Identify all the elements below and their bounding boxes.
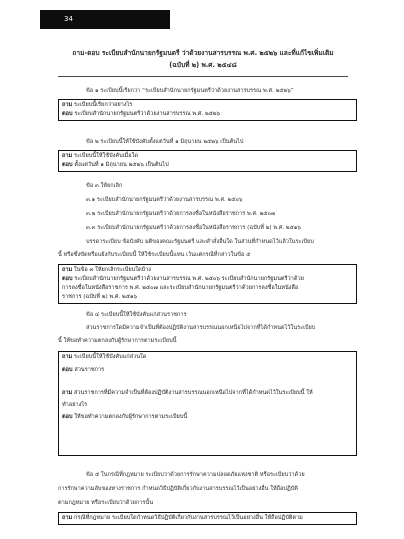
clause-5-line-1: ข้อ ๕ ในกรณีที่กฎหมาย ระเบียบว่าด้วยการรักษาความปลอดภัยแห่งชาติ หรือระเบียบว่าด้วย <box>86 472 305 478</box>
qa-box-5 <box>58 512 357 525</box>
qa-box-3 <box>58 264 357 304</box>
question-text: ระเบียบนี้ให้ใช้บังคับแก่ส่วนใด <box>72 354 147 360</box>
clause-4-text: ข้อ ๔ ระเบียบนี้ให้ใช้บังคับแก่ส่วนราชการ <box>86 312 187 318</box>
question-text: กรณีที่กฎหมาย ระเบียบใดกำหนดวิธีปฏิบัติเกี่ยวกับงานสารบรรณไว้เป็นอย่างอื่น ให้ถือปฏิบัติตาม <box>72 515 303 521</box>
answer-label: ตอบ <box>62 414 73 420</box>
page-number-banner <box>40 10 170 29</box>
answer-label: ตอบ <box>62 276 73 282</box>
answer-line <box>62 110 353 119</box>
title-line-1: ถาม-ตอบ ระเบียบสำนักนายกรัฐมนตรี ว่าด้วยงานสารบรรณ พ.ศ. ๒๕๒๖ และที่แก้ไขเพิ่มเติม <box>72 49 334 57</box>
clause-1-text: ข้อ ๑ ระเบียบนี้เรียกว่า “ระเบียบสำนักนายกรัฐมนตรีว่าด้วยงานสารบรรณ พ.ศ. ๒๕๒๖” <box>86 88 294 94</box>
title-line-2: (ฉบับที่ ๒) พ.ศ. ๒๕๔๘ <box>169 61 237 69</box>
qa-box-2 <box>58 150 357 172</box>
answer-label: ตอบ <box>62 162 73 168</box>
question-text: ในข้อ ๓ ให้ยกเลิกระเบียบใดบ้าง <box>72 267 152 273</box>
answer-text: ส่วนราชการ <box>72 367 105 373</box>
answer-line: การลงชื่อในหนังสือราชการ พ.ศ. ๒๕๐๗ และระเบียบสำนักนายกรัฐมนตรีว่าด้วยการลงชื่อในหนังสือ <box>62 285 299 291</box>
page-number: 34 <box>64 15 73 23</box>
title-divider <box>58 76 348 77</box>
answer-line: ราชการ (ฉบับที่ ๒) พ.ศ. ๒๕๑๖ <box>62 294 138 300</box>
clause-3-2-text: ๓.๒ ระเบียบสำนักนายกรัฐมนตรีว่าด้วยการลงชื่อในหนังสือราชการ พ.ศ. ๒๕๐๗ <box>86 211 276 217</box>
question-line: ทำอย่างไร <box>62 402 88 408</box>
answer-label: ตอบ <box>62 367 73 373</box>
question-label: ถาม <box>62 153 73 159</box>
question-line <box>62 266 353 275</box>
question-label: ถาม <box>62 267 73 273</box>
clause-4-para-line-2: นี้ ให้ขอทำความตกลงกับผู้รักษาการตามระเบียบนี้ <box>58 338 177 344</box>
question-text: ส่วนราชการที่มีความจำเป็นที่ต้องปฏิบัติงานสารบรรณนอกเหนือไปจากที่ได้กำหนดไว้ในระเบียบนี้ ให้ <box>72 390 313 396</box>
qa-box-4 <box>58 351 357 456</box>
question-line <box>62 353 353 362</box>
question-text: ระเบียบนี้ให้ใช้บังคับเมื่อใด <box>72 153 138 159</box>
answer-text: ระเบียบสำนักนายกรัฐมนตรีว่าด้วยงานสารบรรณ พ.ศ. ๒๕๒๖ <box>72 111 221 117</box>
question-line <box>62 152 353 161</box>
answer-text: ระเบียบสำนักนายกรัฐมนตรีว่าด้วยงานสารบรรณ พ.ศ. ๒๕๐๖ ระเบียบสำนักนายกรัฐมนตรีว่าด้วย <box>72 276 304 282</box>
clause-3-para-line-2: นี้ หรือซึ่งขัดหรือแย้งกับระเบียบนี้ ให้ใช้ระเบียบนี้แทน เว้นแต่กรณีที่กล่าวในข้อ ๕ <box>58 252 251 258</box>
qa-box-1 <box>58 99 357 121</box>
question-line <box>62 514 353 523</box>
question-label: ถาม <box>62 354 73 360</box>
question-label: ถาม <box>62 102 73 108</box>
answer-label: ตอบ <box>62 111 73 117</box>
question-text: ระเบียบนี้เรียกว่าอย่างไร <box>72 102 133 108</box>
clause-3-1-text: ๓.๑ ระเบียบสำนักนายกรัฐมนตรีว่าด้วยงานสารบรรณ พ.ศ. ๒๕๐๖ <box>86 197 243 203</box>
clause-2-text: ข้อ ๒ ระเบียบนี้ให้ใช้บังคับตั้งแต่วันที่ ๑ มิถุนายน ๒๕๒๖ เป็นต้นไป <box>86 139 244 145</box>
answer-line <box>62 366 353 375</box>
question-label: ถาม <box>62 515 73 521</box>
answer-line <box>62 413 353 422</box>
clause-3-para-line-1: บรรดาระเบียบ ข้อบังคับ มติของคณะรัฐมนตรี และคำสั่งอื่นใด ในส่วนที่กำหนดไว้แล้วในระเบียบ <box>86 239 314 245</box>
clause-3-text: ข้อ ๓ ให้ยกเลิก <box>86 183 123 189</box>
answer-text: ตั้งแต่วันที่ ๑ มิถุนายน ๒๕๒๖ เป็นต้นไป <box>72 162 169 168</box>
clause-5-line-3: ตามกฎหมาย หรือระเบียบว่าด้วยการนั้น <box>58 500 154 506</box>
question-line <box>62 101 353 110</box>
document-title <box>30 47 376 71</box>
answer-line <box>62 275 353 284</box>
clause-3-3-text: ๓.๓ ระเบียบสำนักนายกรัฐมนตรีว่าด้วยการลงชื่อในหนังสือราชการ (ฉบับที่ ๒) พ.ศ. ๒๕๑๖ <box>86 225 301 231</box>
clause-5-line-2: การรักษาความลับของทางราชการ กำหนดวิธีปฏิบัติเกี่ยวกับงานสารบรรณไว้เป็นอย่างอื่น ให้ถือปฏิบัติ <box>58 486 298 492</box>
answer-text: ให้ขอทำความตกลงกับผู้รักษาการตามระเบียบนี้ <box>72 414 188 420</box>
answer-line <box>62 161 353 170</box>
clause-4-para-line-1: ส่วนราชการใดมีความจำเป็นที่ต้องปฏิบัติงานสารบรรณนอกเหนือไปจากที่ได้กำหนดไว้ในระเบียบ <box>86 325 316 331</box>
question-line <box>62 389 353 398</box>
question-label: ถาม <box>62 390 73 396</box>
